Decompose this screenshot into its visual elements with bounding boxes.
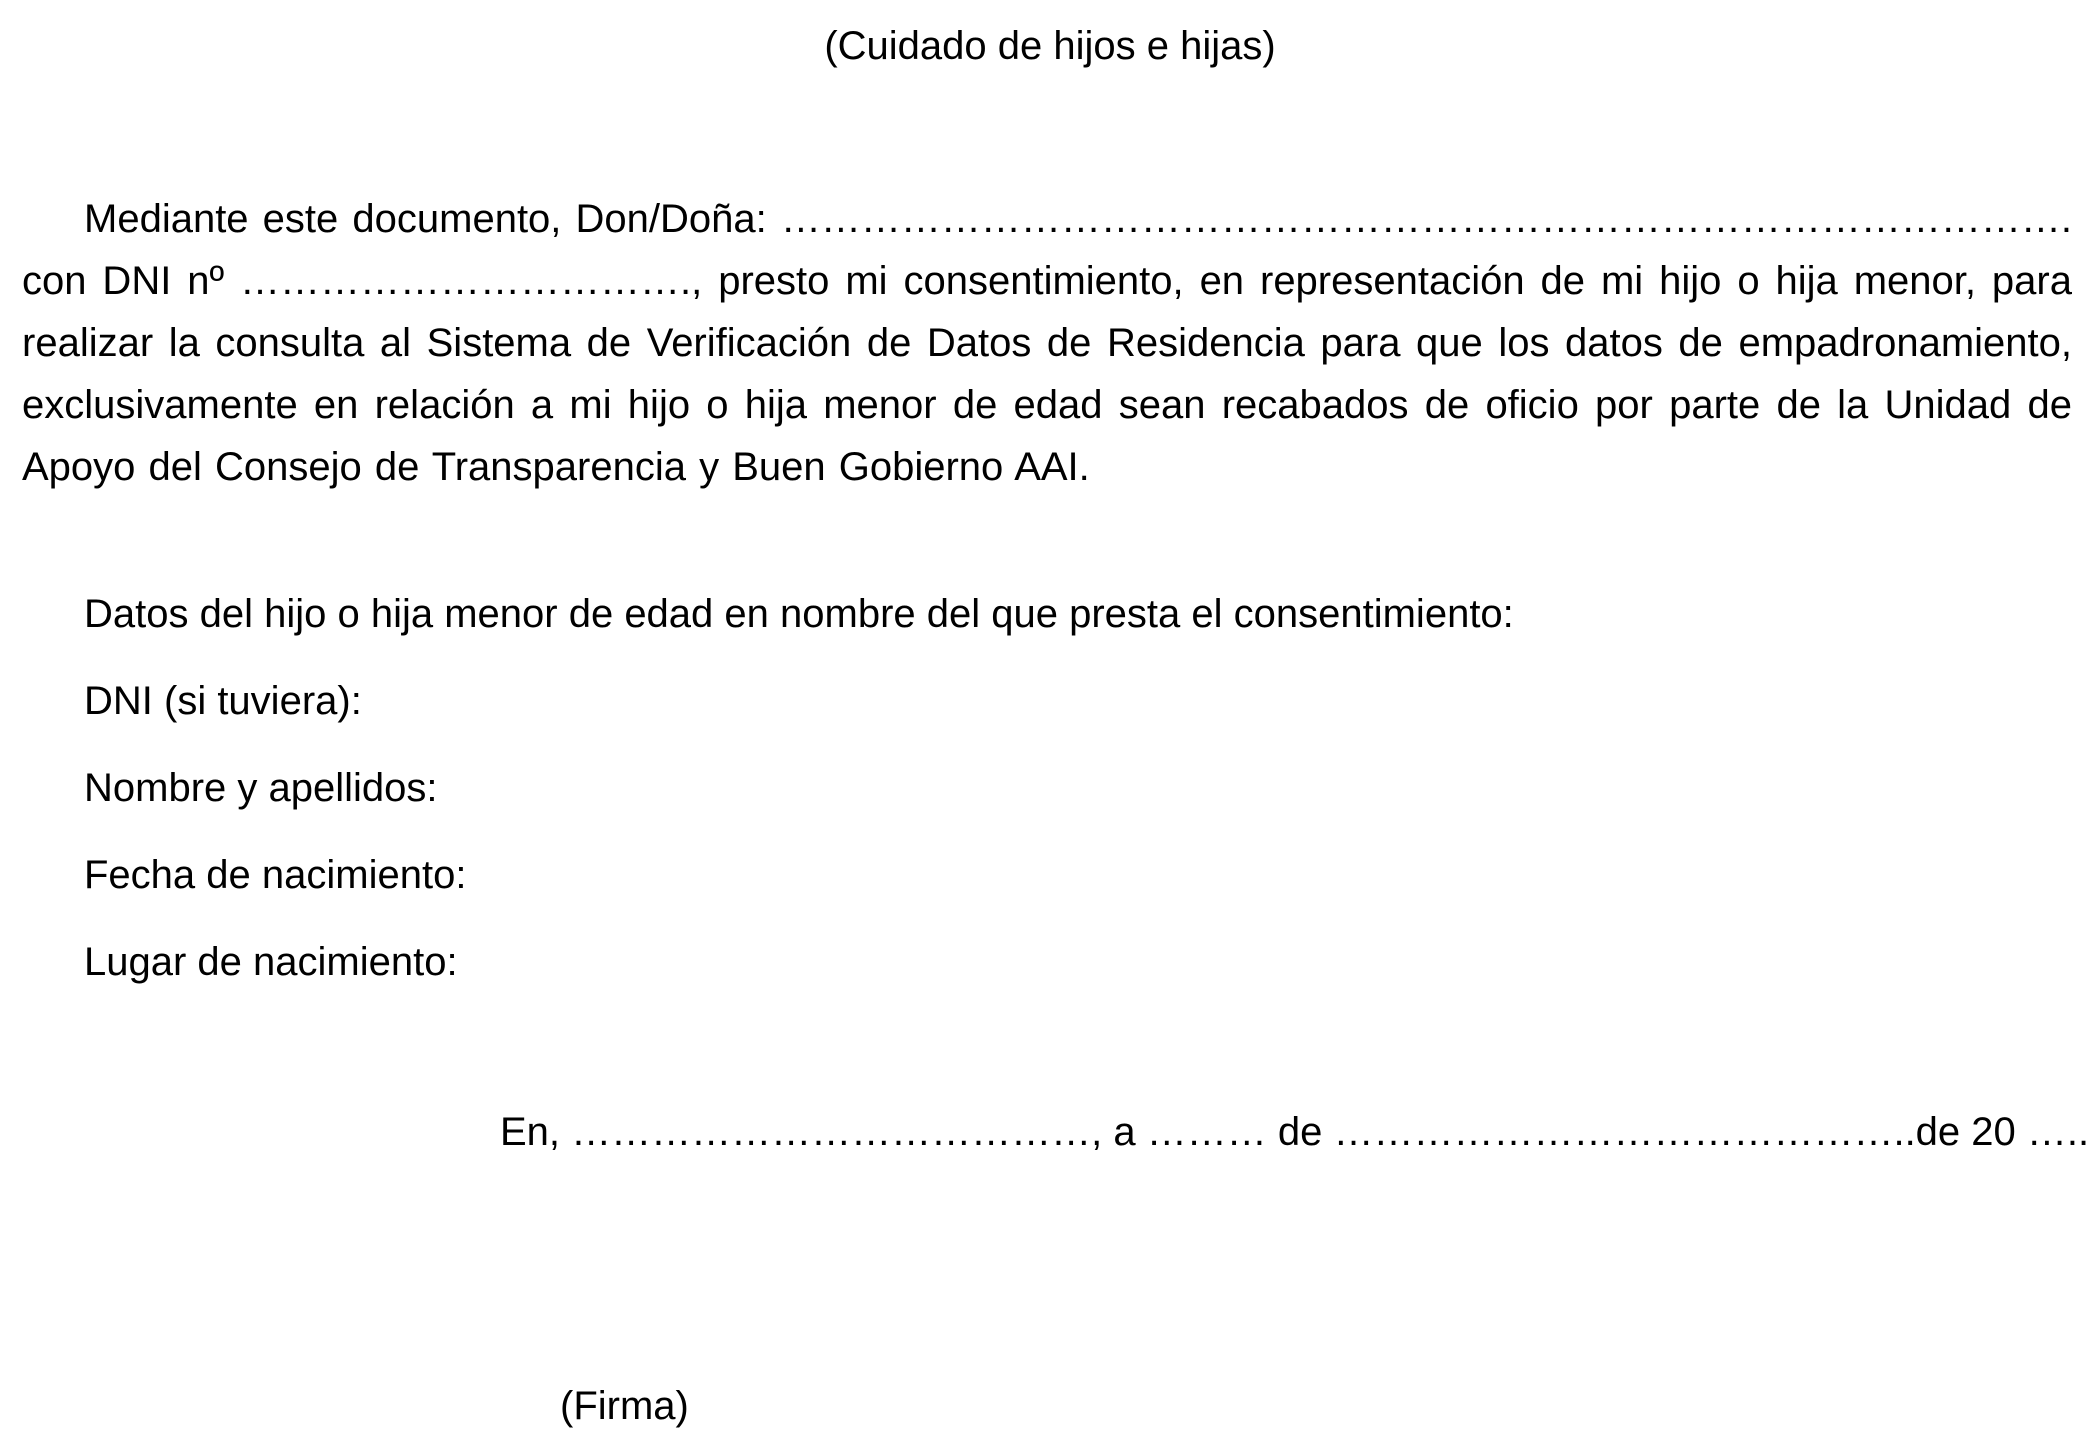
signature-label: (Firma) — [560, 1384, 689, 1428]
place-date-line: En, …………………………………, a ……… de ……………………………………..de 20 ….. — [500, 1110, 2090, 1154]
child-birth-place-label: Lugar de nacimiento: — [84, 940, 458, 984]
document-title: (Cuidado de hijos e hijas) — [824, 24, 1276, 68]
child-name-label: Nombre y apellidos: — [84, 766, 438, 810]
consent-paragraph: Mediante este documento, Don/Doña: ……………………………………………………………………………………. con DNI nº ……………………………., presto mi consentimiento, en representación de mi hijo o hija menor, para realizar la consulta al Sistema de Verificación de Datos de Residencia para que los datos de empadronamiento, exclusivamente en relación a mi hijo o hija menor de edad sean recabados de oficio por parte de la Unidad de Apoyo del Consejo de Transparencia y Buen Gobierno AAI. — [22, 197, 2072, 489]
child-birth-date-label: Fecha de nacimiento: — [84, 853, 467, 897]
child-data-heading: Datos del hijo o hija menor de edad en nombre del que presta el consentimiento: — [84, 592, 1514, 636]
child-dni-label: DNI (si tuviera): — [84, 679, 362, 723]
